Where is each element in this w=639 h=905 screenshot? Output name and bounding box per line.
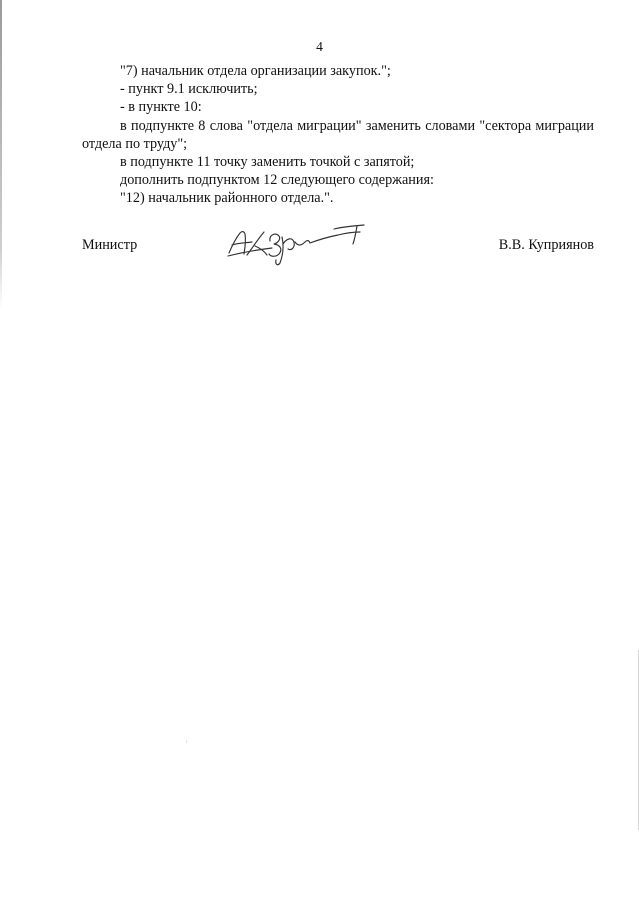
document-body [82, 62, 594, 208]
handwritten-signature [222, 222, 372, 268]
page-number: 4 [316, 39, 323, 54]
paragraph-exclude-9-1: - пункт 9.1 исключить; [120, 81, 258, 98]
signer-title: Министр [82, 237, 138, 253]
paragraph-point-10: - в пункте 10: [120, 99, 202, 116]
signature-block [82, 222, 594, 270]
paragraph-item-12-text: "12) начальник районного отдела.". [120, 190, 334, 207]
scan-artifact-dot [186, 740, 187, 743]
signer-name: В.В. Куприянов [498, 237, 594, 253]
paragraph-subpoint-11: в подпункте 11 точку заменить точкой с запятой; [120, 154, 415, 171]
paragraph-subpoint-8: в подпункте 8 слова "отдела миграции" заменить словами "сектора миграции отдела по труду"; [82, 117, 594, 152]
paragraph-item-7-text: "7) начальник отдела организации закупок."; [120, 63, 391, 79]
paragraph-add-subpoint-12: дополнить подпунктом 12 следующего содержания: [120, 172, 434, 189]
